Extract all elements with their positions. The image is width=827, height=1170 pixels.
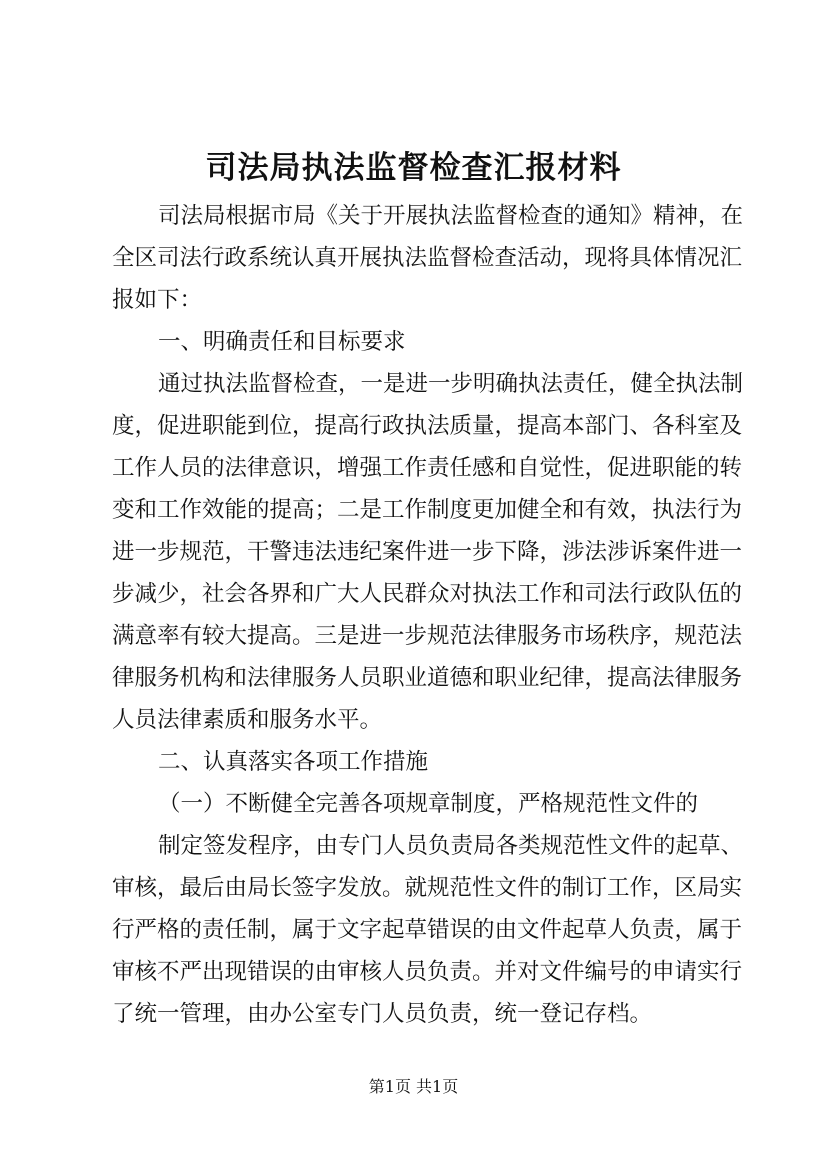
section-heading: 二、认真落实各项工作措施 — [158, 749, 429, 775]
paragraph-line: 了统一管理，由办公室专门人员负责，统一登记存档。 — [112, 1001, 653, 1027]
subsection-heading: （一）不断健全完善各项规章制度，严格规范性文件的 — [158, 791, 699, 817]
paragraph-line: 制定签发程序，由专门人员负责局各类规范性文件的起草、 — [158, 833, 744, 859]
paragraph-line: 变和工作效能的提高；二是工作制度更加健全和有效，执法行为 — [112, 497, 743, 523]
paragraph-line: 报如下： — [112, 287, 203, 313]
paragraph-line: 进一步规范，干警违法违纪案件进一步下降，涉法涉诉案件进一 — [112, 539, 743, 565]
paragraph-line: 行严格的责任制，属于文字起草错误的由文件起草人负责，属于 — [112, 917, 743, 943]
page-number-footer: 第1页 共1页 — [368, 1077, 459, 1096]
paragraph-line: 步减少，社会各界和广大人民群众对执法工作和司法行政队伍的 — [112, 581, 743, 607]
paragraph-line: 司法局根据市局《关于开展执法监督检查的通知》精神，在 — [158, 203, 744, 229]
paragraph-line: 通过执法监督检查，一是进一步明确执法责任，健全执法制 — [158, 371, 744, 397]
paragraph-line: 满意率有较大提高。三是进一步规范法律服务市场秩序，规范法 — [112, 623, 743, 649]
paragraph-line: 人员法律素质和服务水平。 — [112, 707, 383, 733]
paragraph-line: 审核不严出现错误的由审核人员负责。并对文件编号的申请实行 — [112, 959, 743, 985]
paragraph-line: 工作人员的法律意识，增强工作责任感和自觉性，促进职能的转 — [112, 455, 743, 481]
paragraph-line: 审核，最后由局长签字发放。就规范性文件的制订工作，区局实 — [112, 875, 743, 901]
document-title: 司法局执法监督检查汇报材料 — [205, 150, 622, 186]
paragraph-line: 全区司法行政系统认真开展执法监督检查活动，现将具体情况汇 — [112, 245, 743, 271]
section-heading: 一、明确责任和目标要求 — [158, 329, 406, 355]
paragraph-line: 度，促进职能到位，提高行政执法质量，提高本部门、各科室及 — [112, 413, 743, 439]
paragraph-line: 律服务机构和法律服务人员职业道德和职业纪律，提高法律服务 — [112, 665, 743, 691]
